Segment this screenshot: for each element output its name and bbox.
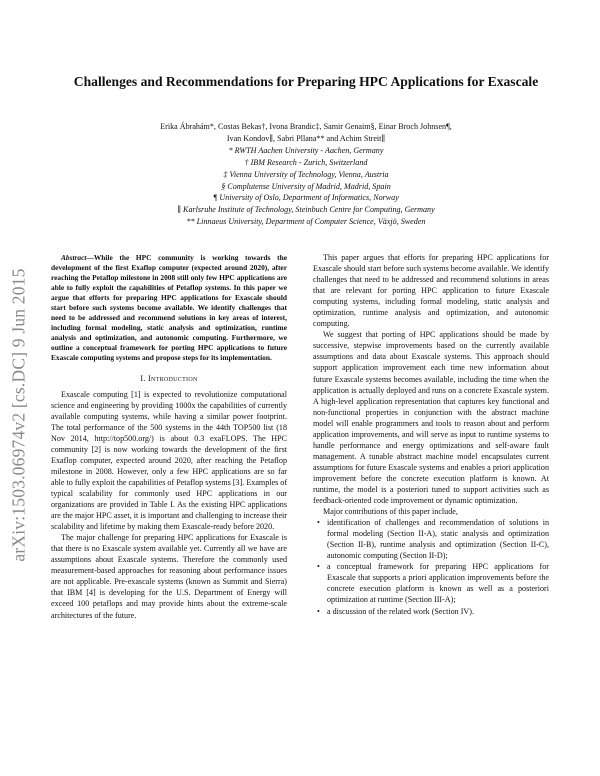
abstract (51, 253, 287, 364)
section-title: Introduction (148, 373, 198, 383)
arxiv-identifier (6, 235, 32, 595)
paper-title: Challenges and Recommendations for Preparing HPC Applications for Exascale (73, 74, 539, 89)
section-number: I. (140, 373, 146, 383)
affiliation-7: ** Linnaeus University, Department of Computer Science, Växjö, Sweden (186, 217, 426, 227)
intro-paragraph-2: The major challenge for preparing HPC applications for Exascale is that there is no Exascale system available yet. Currently all we have are assumptions about Exascale systems. Therefore the commonly used measurement-based approaches for reasoning about performance issues are not applicable. Pre-exascale systems (known as Summit and Sierra) that IBM [4] is developing for the U.S. Department of Energy will exceed 100 petaflops and may provide hints about the extreme-scale architectures of the future. (51, 533, 287, 620)
section-heading-introduction (51, 373, 287, 384)
abstract-text: —While the HPC community is working towards the development of the first Exaflop computer (expected around 2020), after reaching the Petaflop milestone in 2008 still only few HPC applications are able to fully exploit the capabilities of Petaflop systems. In this paper we argue that efforts for preparing HPC applications for Exascale should start before such systems become available. We identify challenges that need to be addressed and recommend solutions in key areas of interest, including formal modeling, static analysis and optimization, runtime analysis and optimization, and autonomic computing. Furthermore, we outline a conceptual framework for porting HPC applications to future Exascale computing systems and propose steps for its implementation. (51, 253, 287, 363)
body-paragraph-3: Major contributions of this paper include, (323, 507, 458, 517)
arxiv-identifier-text: arXiv:1503.06974v2 [cs.DC] 9 Jun 2015 (8, 268, 29, 562)
author-line-1: Erika Ábrahám*, Costas Bekas†, Ivona Brandic‡, Samir Genaim§, Einar Broch Johnsen¶, (160, 122, 452, 131)
contribution-item-2: • a conceptual framework for preparing HPC applications for Exascale that supports a priori application improvements before the concrete execution platform is known as well as a posteriori optimization at runtime (Section III-A); (327, 561, 549, 605)
contribution-item-3: • a discussion of the related work (Section IV). (327, 606, 549, 617)
affiliation-6: ∥ Karlsruhe Institute of Technology, Steinbuch Centre for Computing, Germany (177, 205, 435, 215)
right-column (313, 252, 549, 617)
contribution-list (313, 517, 549, 616)
affiliation-2: † IBM Research - Zurich, Switzerland (244, 157, 368, 167)
intro-paragraph-1: Exascale computing [1] is expected to revolutionize computational science and engineering by providing 1000x the capabilities of currently available computing systems, while having a similar power footprint. The total performance of the 500 systems in the 44th TOP500 list (18 Nov 2014, http://top500.org/) is about 0.3 exaFLOPS. The HPC community [2] is now working towards the development of the first Exaflop computer, expected around 2020, after reaching the Petaflop milestone in 2008. However, only a few HPC applications are so far able to fully exploit the capabilities of Petaflop systems [3]. Examples of typical scalability for commonly used HPC applications in our organizations are provided in Table I. As the existing HPC applications are the major HPC asset, it is important and challenging to increase their scalability and lifetime by making them Exascale-ready before 2020. (51, 389, 288, 532)
affiliation-5: ¶ University of Oslo, Department of Informatics, Norway (213, 193, 399, 203)
body-paragraph-2: We suggest that porting of HPC applications should be made by successive, stepwise improvements based on the currently available assumptions and data about Exascale systems. This approach should support application improvement each time new information about future Exascale systems becomes available, including the time when the application is actually deployed and runs on a concrete Exascale system. A high-level application representation that captures key functional and non-functional properties in conjunction with the abstract machine model will enable programmers and tools to reason about and perform application improvements, and will serve as input to runtime systems to handle performance and energy optimizations and self-aware fault management. A tunable abstract machine model encapsulates current assumptions for future Exascale systems and enables a priori application improvement before the concrete execution platform is known. At runtime, the model is a posteriori tuned to support activities such as feedback-oriented code improvement or dynamic optimization. (313, 330, 549, 506)
contribution-item-1: • identification of challenges and recommendation of solutions in formal modeling (Section II-A), static analysis and optimization (Section II-B), runtime analysis and optimization (Section II-C), autonomic computing (Section II-D); (327, 517, 549, 561)
body-paragraph-1: This paper argues that efforts for preparing HPC applications for Exascale should start before such systems become available. We identify challenges that need to be addressed and recommend solutions in areas that are relevant for porting HPC application to future Exascale computing systems, including formal modeling, static analysis and optimization, runtime analysis and optimization, and autonomic computing. (313, 253, 549, 329)
abstract-label: Abstract (61, 253, 87, 262)
affiliation-1: * RWTH Aachen University - Aachen, Germany (228, 145, 384, 155)
affiliation-3: ‡ Vienna University of Technology, Vienna, Austria (223, 169, 389, 179)
author-block (40, 121, 572, 228)
author-line-2: Ivan Kondov∥, Sabri Pllana** and Achim Streit∥ (226, 133, 386, 143)
affiliation-4: § Complutense University of Madrid, Madrid, Spain (221, 181, 391, 191)
left-column (51, 253, 287, 621)
